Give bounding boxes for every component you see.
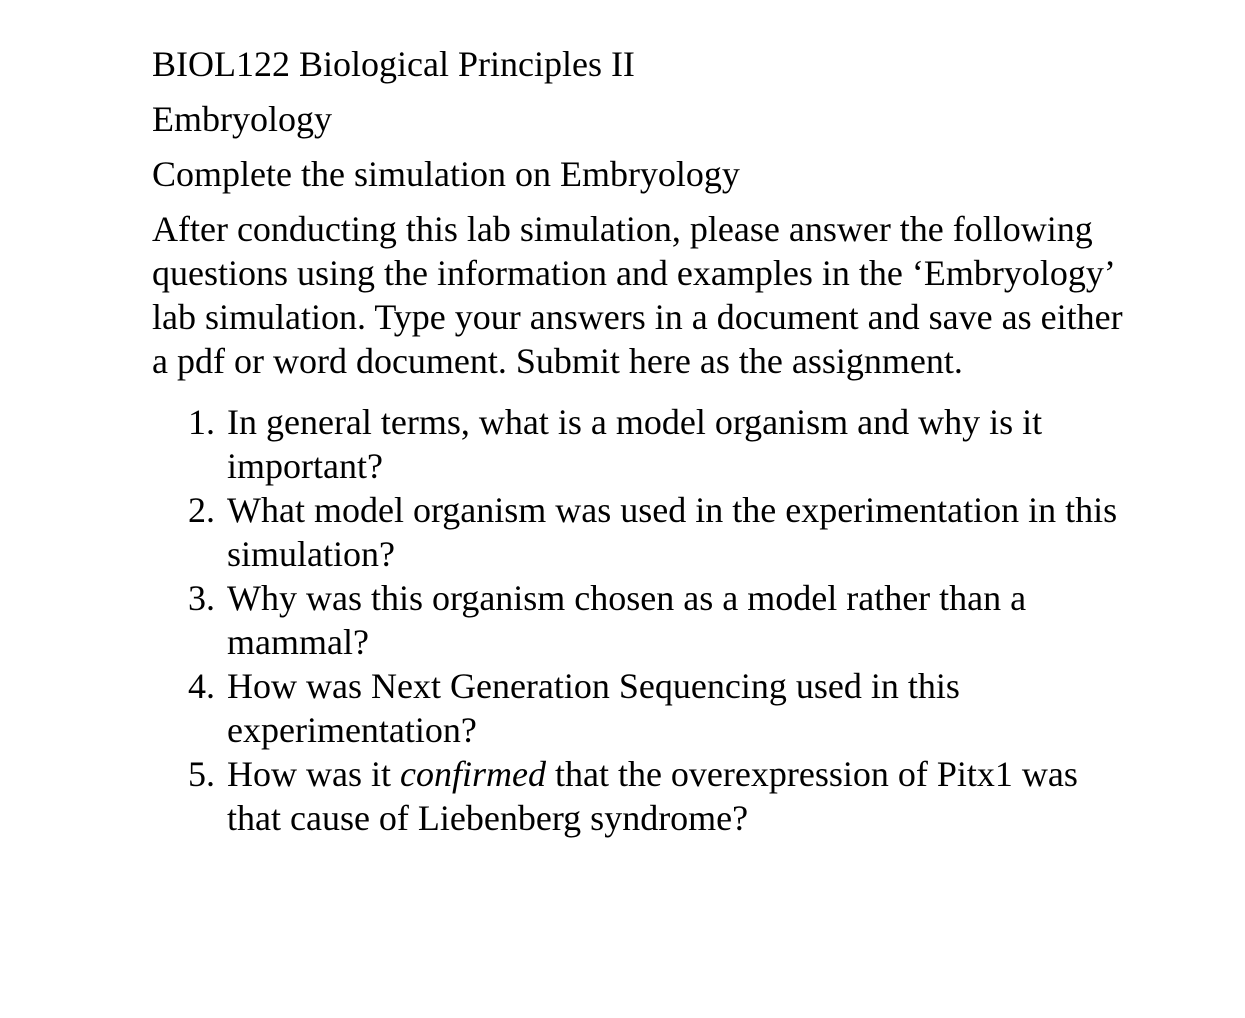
task-line: Complete the simulation on Embryology xyxy=(152,154,740,194)
topic-heading: Embryology xyxy=(152,99,332,139)
course-title: BIOL122 Biological Principles II xyxy=(152,44,635,84)
document-page xyxy=(152,42,1127,840)
question-number: 4. xyxy=(188,666,215,706)
instructions-paragraph: After conducting this lab simulation, please answer the following questions using the information and examples in the ‘Embryology’ lab simulation. Type your answers in a document and save as either a pdf or word document. Submit here as the assignment. xyxy=(152,209,1123,381)
question-number: 5. xyxy=(188,754,215,794)
question-number: 1. xyxy=(188,402,215,442)
question-number: 3. xyxy=(188,578,215,618)
question-text: What model organism was used in the experimentation in this simulation? xyxy=(227,490,1118,574)
question-text-part: How was it xyxy=(227,754,400,794)
question-item xyxy=(152,664,1127,752)
question-text: Why was this organism chosen as a model rather than a mammal? xyxy=(227,578,1027,662)
question-number: 2. xyxy=(188,490,215,530)
question-text: How was Next Generation Sequencing used in this experimentation? xyxy=(227,666,960,750)
question-item xyxy=(152,400,1127,488)
question-list xyxy=(152,400,1127,840)
question-text-part: that the overexpression of Pitx1 was that cause of Liebenberg syndrome? xyxy=(227,754,1078,838)
question-item xyxy=(152,576,1127,664)
question-text xyxy=(227,754,1078,838)
question-item xyxy=(152,752,1127,840)
question-text: In general terms, what is a model organism and why is it important? xyxy=(227,402,1043,486)
emphasized-word: confirmed xyxy=(400,754,546,794)
question-item xyxy=(152,488,1127,576)
